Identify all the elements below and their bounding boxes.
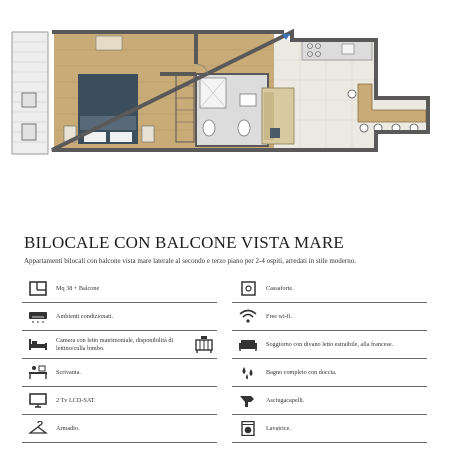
feature-text: Soggiorno con divano letto estraibile, alla francese. xyxy=(266,340,394,348)
feature-row xyxy=(22,359,217,387)
washing-machine-icon xyxy=(238,421,258,436)
hanger-icon xyxy=(28,421,48,436)
feature-text: Scrivania. xyxy=(56,368,81,376)
floorplan-icon xyxy=(28,281,48,296)
features-table xyxy=(22,275,432,450)
feature-text: Lavatrice. xyxy=(266,424,291,432)
stool xyxy=(348,90,356,98)
feature-row xyxy=(22,415,217,443)
feature-row xyxy=(232,387,427,415)
nightstand xyxy=(142,126,154,142)
feature-text: Ambienti condizionati. xyxy=(56,312,114,320)
feature-text: 2 Tv LCD-SAT. xyxy=(56,396,96,404)
features-right-column xyxy=(232,275,427,443)
feature-row xyxy=(22,303,217,331)
sofa-icon xyxy=(238,337,258,352)
hairdryer-icon xyxy=(238,393,258,408)
tv xyxy=(270,128,280,138)
balcony-chair xyxy=(22,93,36,107)
crib-icon xyxy=(194,336,214,353)
feature-text: Cassaforte. xyxy=(266,284,294,292)
page-subtitle: Appartamenti bilocali con balcone vista mare laterale al secondo e terzo piano per 2-4 ospiti, arredati in stile moderno. xyxy=(24,257,356,265)
safe-icon xyxy=(238,281,258,296)
page-title: BILOCALE CON BALCONE VISTA MARE xyxy=(24,233,344,252)
feature-row xyxy=(232,359,427,387)
water-drops-icon xyxy=(238,365,258,380)
feature-text: Asciugacapelli. xyxy=(266,396,305,404)
feature-text: Free wi-fi. xyxy=(266,312,293,320)
toilet xyxy=(203,120,215,136)
stool xyxy=(360,124,368,132)
sink xyxy=(342,44,354,54)
feature-row xyxy=(22,331,217,359)
feature-row xyxy=(232,303,427,331)
tv-icon xyxy=(28,393,48,408)
feature-row xyxy=(22,387,217,415)
feature-row xyxy=(232,275,427,303)
kitchen-counter xyxy=(302,40,372,60)
desk-icon xyxy=(28,365,48,380)
feature-row xyxy=(22,275,217,303)
wifi-icon xyxy=(238,309,258,324)
feature-row xyxy=(232,415,427,443)
desk xyxy=(96,36,122,50)
pillow xyxy=(110,132,132,142)
feature-text: Mq 38 + Balcone xyxy=(56,284,100,292)
feature-text: Bagno completo con doccia. xyxy=(266,368,337,376)
double-bed-icon xyxy=(28,337,48,352)
floor-plan xyxy=(0,0,450,160)
feature-text: Armadio. xyxy=(56,424,80,432)
balcony-chair xyxy=(22,124,36,140)
feature-text: Camera con letto matrimoniale, disponibilità di lettino/culla bimbo. xyxy=(56,337,174,352)
feature-row xyxy=(232,331,427,359)
air-conditioner-icon xyxy=(28,309,48,324)
washbasin xyxy=(240,94,256,106)
bidet xyxy=(238,120,250,136)
features-left-column xyxy=(22,275,217,443)
